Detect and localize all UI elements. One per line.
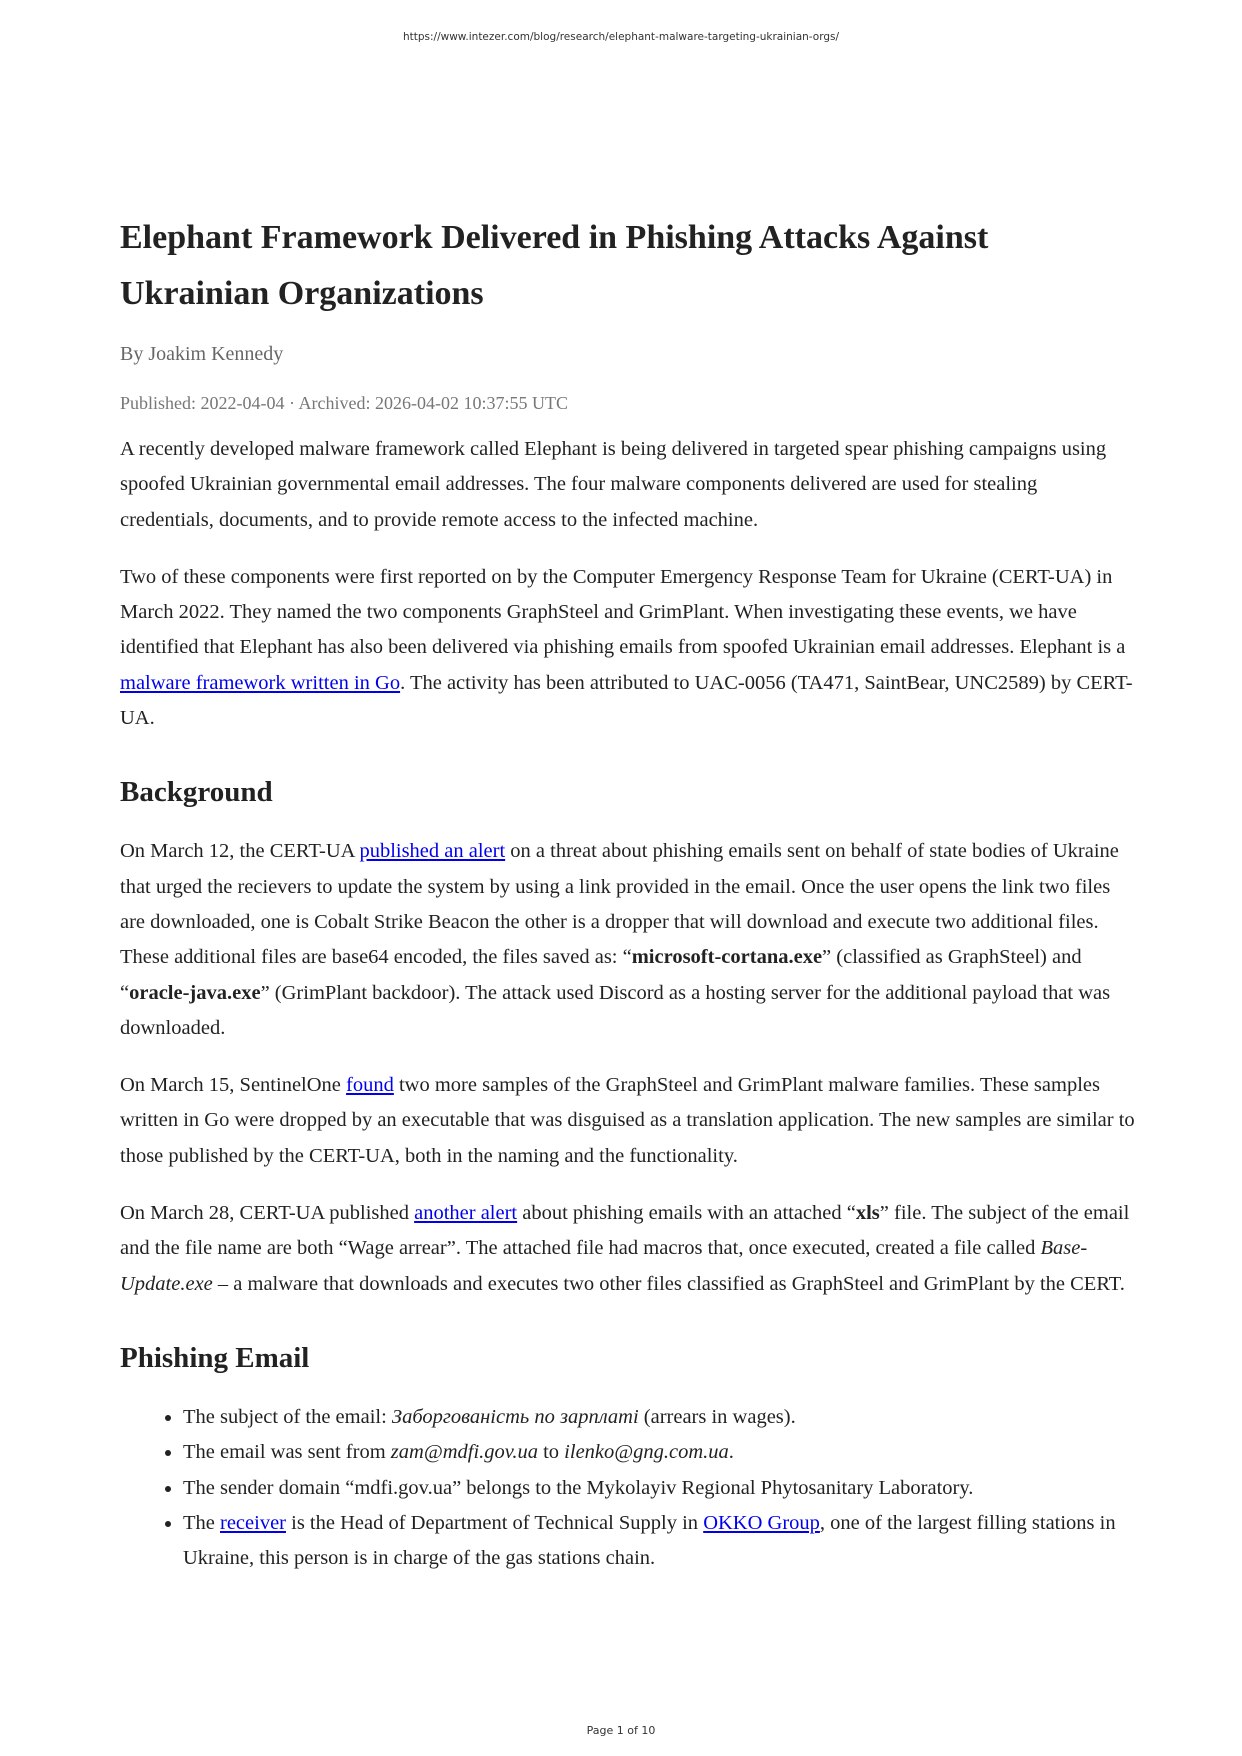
list-item: • The sender domain “mdfi.gov.ua” belongs to the Mykolayiv Regional Phytosanitary Laboratory. <box>183 1471 1135 1506</box>
filename-bold: oracle-java.exe <box>129 981 261 1004</box>
sender-email: zam@mdfi.gov.ua <box>390 1441 538 1464</box>
filename-italic: Base-Update.exe <box>120 1237 1088 1295</box>
paragraph-components <box>120 560 1135 736</box>
text: to <box>537 1441 565 1464</box>
link-found[interactable]: found <box>346 1074 394 1097</box>
list-item <box>183 1435 1135 1470</box>
subject-italic: Заборгованість по зарплаті <box>391 1405 639 1428</box>
phishing-details-list <box>120 1400 1135 1576</box>
link-okko-group[interactable]: OKKO Group <box>703 1511 820 1534</box>
text: ” (classified as GraphSteel) and “ <box>120 946 1082 1004</box>
text: Two of these components were first reported on by the Computer Emergency Response Team for Ukraine (CERT-UA) in March 2022. They named the two components GraphSteel and GrimPlant. When investigating these events, we have identified that Elephant has also been delivered via phishing emails from spoofed Ukrainian email addresses. Elephant is a <box>120 565 1126 659</box>
text: On March 28, CERT-UA published <box>120 1202 415 1225</box>
byline: By Joakim Kennedy <box>120 343 284 365</box>
text: – a malware that downloads and executes two other files classified as GraphSteel and GrimPlant by the CERT. <box>212 1272 1125 1295</box>
page-number: Page 1 of 10 <box>586 1724 656 1737</box>
text: On March 12, the CERT-UA <box>120 840 360 863</box>
link-another-alert[interactable]: another alert <box>414 1202 518 1225</box>
text: two more samples of the GraphSteel and GrimPlant malware families. These samples written in Go were dropped by an executable that was disguised as a translation application. The new samples are similar to those published by the CERT-UA, both in the naming and the functionality. <box>120 1074 1135 1167</box>
text: . <box>728 1441 734 1464</box>
paragraph-march12 <box>120 834 1135 1046</box>
text: is the Head of Department of Technical Supply in <box>286 1511 704 1534</box>
text: about phishing emails with an attached “ <box>517 1202 856 1225</box>
recipient-email: ilenko@gng.com.ua <box>564 1441 729 1464</box>
text: ” file. The subject of the email and the file name are both “Wage arrear”. The attached file had macros that, once executed, created a file called <box>120 1202 1130 1260</box>
article <box>120 210 1135 1576</box>
list-item <box>183 1506 1135 1577</box>
text: The subject of the email: <box>183 1405 392 1428</box>
list-item <box>183 1400 1135 1435</box>
xls-bold: xls <box>855 1202 880 1225</box>
link-receiver[interactable]: receiver <box>220 1511 286 1534</box>
text: On March 15, SentinelOne <box>120 1074 347 1097</box>
filename-bold: microsoft-cortana.exe <box>631 946 823 969</box>
text: . The activity has been attributed to UAC-0056 (TA471, SaintBear, UNC2589) by CERT-UA. <box>120 671 1133 730</box>
article-title: Elephant Framework Delivered in Phishing Attacks Against Ukrainian Organizations <box>120 219 989 312</box>
text: ” (GrimPlant backdoor). The attack used Discord as a hosting server for the additional payload that was downloaded. <box>120 981 1111 1039</box>
text: The <box>183 1511 220 1534</box>
text: The email was sent from <box>183 1441 391 1464</box>
paragraph-intro: A recently developed malware framework called Elephant is being delivered in targeted spear phishing campaigns using spoofed Ukrainian governmental email addresses. The four malware components delivered are used for stealing credentials, documents, and to provide remote access to the infected machine. <box>120 438 1107 531</box>
paragraph-march15 <box>120 1068 1135 1174</box>
link-malware-framework[interactable]: malware framework written in Go <box>120 671 401 694</box>
publish-meta: Published: 2022-04-04 · Archived: 2026-04-02 10:37:55 UTC <box>120 393 568 413</box>
heading-phishing-email: Phishing Email <box>120 1341 310 1374</box>
paragraph-march28 <box>120 1196 1135 1302</box>
link-published-alert[interactable]: published an alert <box>359 840 506 863</box>
text: on a threat about phishing emails sent on behalf of state bodies of Ukraine that urged the recievers to update the system by using a link provided in the email. Once the user opens the link two files are downloaded, one is Cobalt Strike Beacon the other is a dropper that will download and execute two additional files. These additional files are base64 encoded, the files saved as: “ <box>120 840 1119 969</box>
source-url: https://www.intezer.com/blog/research/elephant-malware-targeting-ukrainian-orgs/ <box>402 31 840 43</box>
text: (arrears in wages). <box>638 1405 796 1428</box>
text: , one of the largest filling stations in Ukraine, this person is in charge of the gas stations chain. <box>183 1511 1116 1570</box>
heading-background: Background <box>120 776 273 809</box>
